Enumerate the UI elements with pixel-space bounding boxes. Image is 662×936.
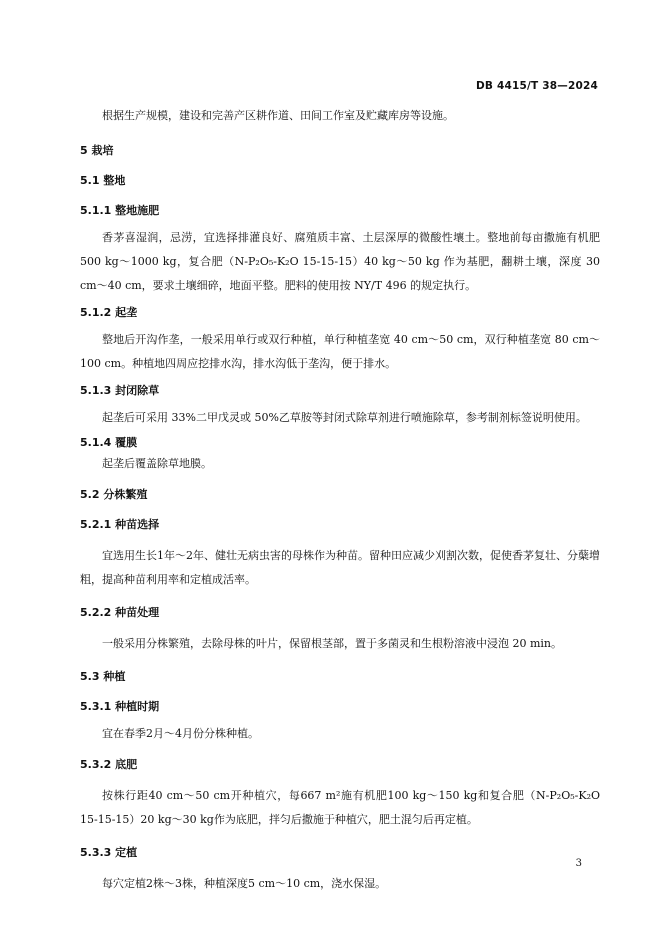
heading-5-3-planting: 5.3 种植 bbox=[80, 670, 126, 683]
heading-5-1-4-mulching: 5.1.4 覆膜 bbox=[80, 436, 138, 449]
paragraph-mulching: 起垄后覆盖除草地膜。 bbox=[102, 457, 212, 470]
heading-5-1-2-ridging: 5.1.2 起垄 bbox=[80, 306, 138, 319]
page-number: 3 bbox=[575, 858, 582, 869]
heading-5-1-land-preparation: 5.1 整地 bbox=[80, 174, 126, 187]
heading-5-2-division-propagation: 5.2 分株繁殖 bbox=[80, 488, 148, 501]
paragraph-weed-control: 起垄后可采用 33%二甲戊灵或 50%乙草胺等封闭式除草剂进行喷施除草，参考制剂标签说明使用。 bbox=[102, 411, 587, 424]
heading-5-3-3-transplanting: 5.3.3 定植 bbox=[80, 846, 138, 859]
heading-5-3-2-base-fertilizer: 5.3.2 底肥 bbox=[80, 758, 138, 771]
document-body bbox=[80, 104, 600, 896]
document-code: DB 4415/T 38—2024 bbox=[476, 80, 598, 92]
paragraph-seedling-treatment: 一般采用分株繁殖，去除母株的叶片，保留根茎部，置于多菌灵和生根粉溶液中浸泡 20 min。 bbox=[102, 637, 563, 650]
heading-5-1-1-fertilization: 5.1.1 整地施肥 bbox=[80, 204, 160, 217]
paragraph-facilities: 根据生产规模，建设和完善产区耕作道、田间工作室及贮藏库房等设施。 bbox=[102, 109, 454, 122]
paragraph-transplanting: 每穴定植2株～3株，种植深度5 cm～10 cm，浇水保湿。 bbox=[102, 877, 387, 890]
paragraph-planting-time: 宜在春季2月～4月份分株种植。 bbox=[102, 727, 259, 740]
paragraph-base-fertilizer: 按株行距40 cm～50 cm开种植穴，每667 m²施有机肥100 kg～150 kg和复合肥（N-P₂O₅-K₂O 15-15-15）20 kg～30 kg作为底肥，拌匀后撒施于种植穴，肥土混匀后再定植。 bbox=[80, 789, 600, 826]
heading-5-2-2-seedling-treatment: 5.2.2 种苗处理 bbox=[80, 606, 160, 619]
paragraph-fertilization: 香茅喜湿润，忌涝，宜选择排灌良好、腐殖质丰富、土层深厚的微酸性壤土。整地前每亩撒施有机肥 500 kg～1000 kg，复合肥（N-P₂O₅-K₂O 15-15-15）40 kg～50 kg 作为基肥，翻耕土壤，深度 30 cm～40 cm，要求土壤细碎，地面平整。肥料的使用按 NY/T 496 的规定执行。 bbox=[80, 231, 600, 292]
heading-5-2-1-seedling-selection: 5.2.1 种苗选择 bbox=[80, 518, 160, 531]
paragraph-ridging: 整地后开沟作垄，一般采用单行或双行种植，单行种植垄宽 40 cm～50 cm，双行种植垄宽 80 cm～100 cm。种植地四周应挖排水沟，排水沟低于垄沟，便于排水。 bbox=[80, 333, 600, 370]
paragraph-seedling-selection: 宜选用生长1年～2年、健壮无病虫害的母株作为种苗。留种田应减少刈割次数，促使香茅复壮、分蘖增粗，提高种苗利用率和定植成活率。 bbox=[80, 549, 600, 586]
heading-5-3-1-planting-time: 5.3.1 种植时期 bbox=[80, 700, 160, 713]
heading-5-1-3-weed-control: 5.1.3 封闭除草 bbox=[80, 384, 160, 397]
heading-5-cultivation: 5 栽培 bbox=[80, 144, 114, 157]
